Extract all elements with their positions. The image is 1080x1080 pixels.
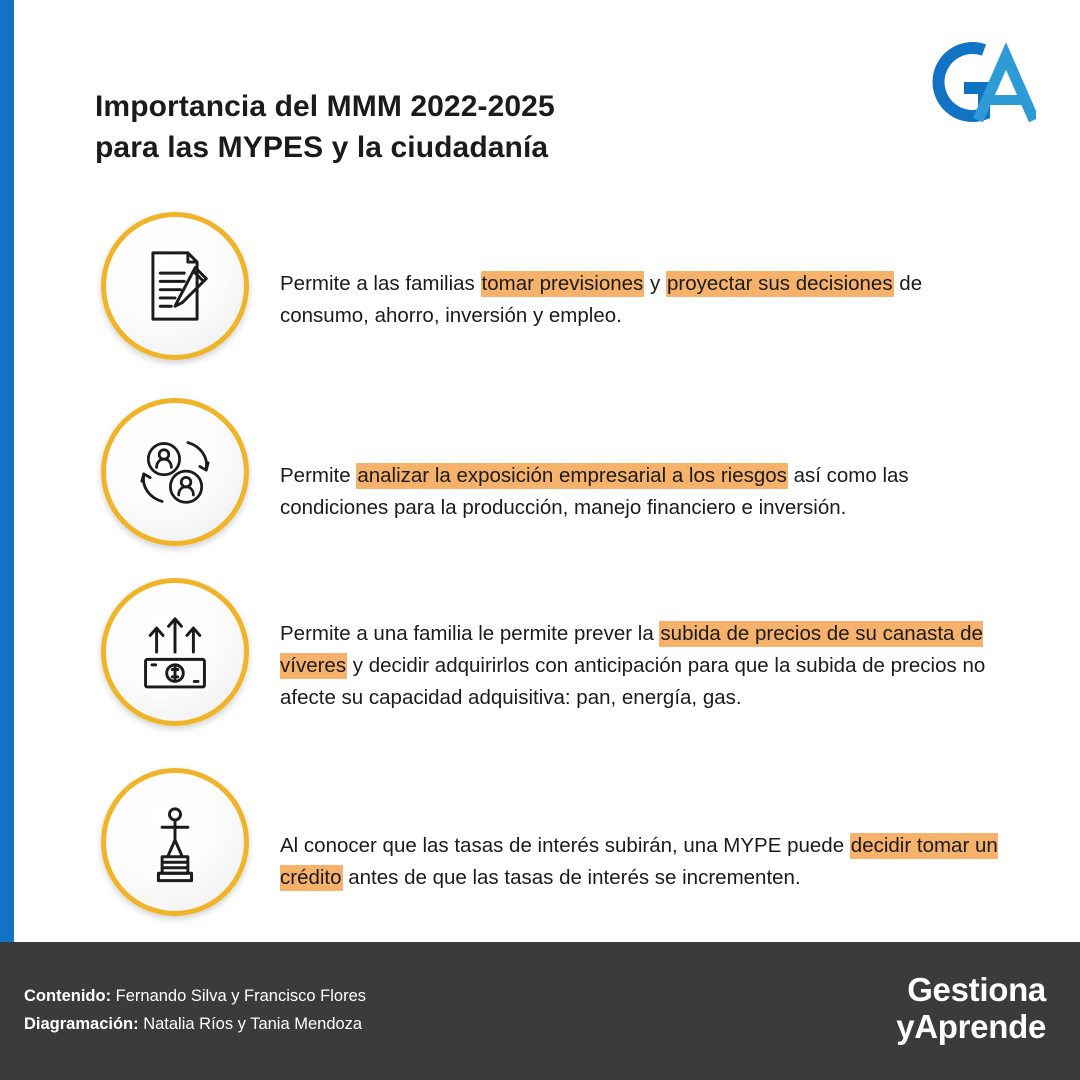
credit-content-value: Fernando Silva y Francisco Flores: [111, 987, 366, 1005]
highlight-text: subida de precios de su canasta de víveres: [280, 622, 983, 677]
list-item-text: [255, 578, 1005, 713]
highlight-text: analizar la exposición empresarial a los riesgos: [357, 464, 787, 487]
icon-slot: [95, 398, 255, 546]
brand-line-1: Gestiona: [907, 971, 1046, 1008]
list-item: [95, 212, 1005, 398]
left-accent-bar: [0, 0, 14, 1080]
brand-wordmark: [896, 972, 1046, 1046]
highlight-text: proyectar sus decisiones: [666, 272, 893, 295]
footer-bar: [0, 942, 1080, 1080]
icon-slot: [95, 578, 255, 726]
icon-slot: [95, 768, 255, 916]
text-part: y: [644, 272, 666, 295]
list-item-text: [255, 768, 1005, 894]
text-part: así como las condiciones para la producción, manejo financiero e inversión.: [280, 464, 909, 519]
person-on-podium-icon: [101, 768, 249, 916]
icon-slot: [95, 212, 255, 360]
highlight-text: decidir tomar un crédito: [280, 834, 998, 889]
list-item: [95, 768, 1005, 938]
highlight-text: tomar previsiones: [481, 272, 644, 295]
text-part: Al conocer que las tasas de interés subirán, una MYPE puede: [280, 834, 850, 857]
text-part: Permite: [280, 464, 357, 487]
money-rising-arrows-icon: [101, 578, 249, 726]
credit-content-line: [24, 982, 366, 1010]
credit-design-label: Diagramación:: [24, 1015, 139, 1034]
list-item-text: [255, 212, 1005, 332]
text-part: de consumo, ahorro, inversión y empleo.: [280, 272, 923, 327]
people-cycle-icon: [101, 398, 249, 546]
ga-logo: [916, 38, 1036, 128]
credit-content-label: Contenido:: [24, 987, 112, 1005]
text-part: Permite a una familia le permite prever la: [280, 622, 660, 645]
brand-line-2: yAprende: [896, 1007, 1046, 1045]
credit-design-line: [24, 1010, 366, 1038]
page-title-line1: Importancia del MMM 2022-2025: [95, 90, 555, 123]
text-part: y decidir adquirirlos con anticipación para que la subida de precios no afecte su capacidad adquisitiva: pan, energía, gas.: [280, 653, 986, 709]
list-item: [95, 398, 1005, 578]
page-title-line2: para las MYPES y la ciudadanía: [95, 131, 549, 165]
text-part: Permite a las familias: [280, 272, 481, 295]
list-item-text: [255, 398, 1005, 524]
page-title: [95, 86, 835, 169]
list-item: [95, 578, 1005, 768]
benefit-list: [95, 212, 1005, 938]
credit-design-value: Natalia Ríos y Tania Mendoza: [138, 1015, 363, 1034]
credits-block: [24, 982, 366, 1038]
document-pencil-icon: [101, 212, 249, 360]
text-part: antes de que las tasas de interés se incrementen.: [342, 865, 801, 889]
